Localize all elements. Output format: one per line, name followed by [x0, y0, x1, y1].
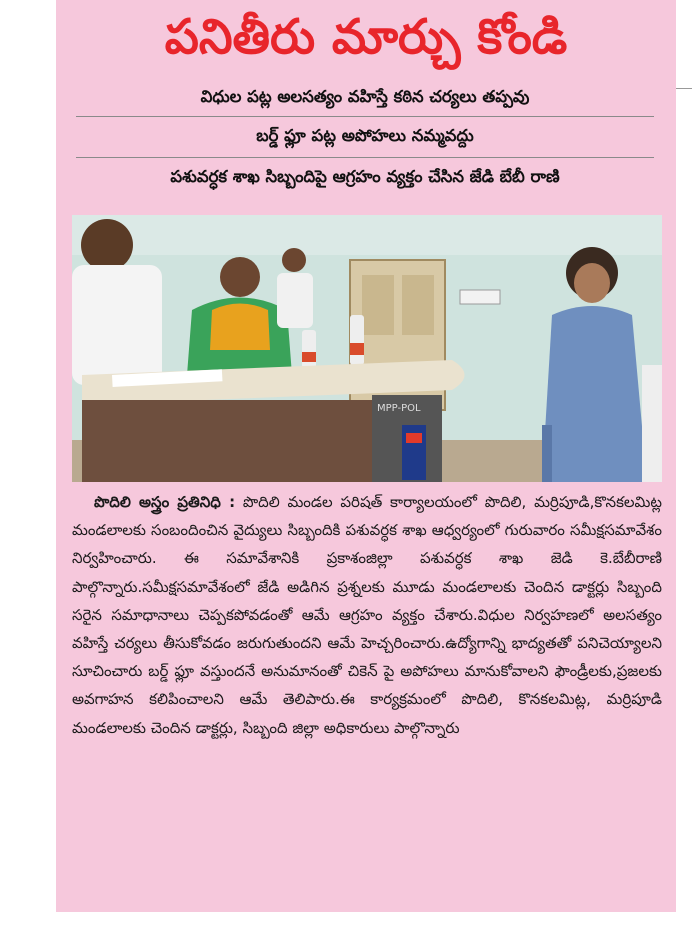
news-clipping: [56, 0, 676, 912]
divider: [76, 116, 654, 117]
divider: [76, 157, 654, 158]
subheading-2: బర్డ్ ఫ్లూ పట్ల అపోహలు నమ్మవద్దు: [256, 126, 474, 145]
meeting-photo: [72, 215, 662, 482]
subheading-1: విధుల పట్ల అలసత్యం వహిస్తే కఠిన చర్యలు తప్పవు: [200, 87, 530, 106]
article-body: [72, 488, 662, 742]
byline: పొదిలి అస్త్రం ప్రతినిధి :: [94, 493, 236, 511]
table-sign: MPP-POL: [377, 403, 421, 414]
edge-mark: [676, 88, 692, 89]
body-text: పొదిలి మండల పరిషత్ కార్యాలయంలో పొదిలి, మర్రిపూడి,కొనకలమిట్ల మండలాలకు సంబందించిన వైద్యులు సిబ్బందికి పశువర్ధక శాఖ ఆధ్వర్యంలో గురువారం సమీక్షసమావేశం నిర్వహించారు. ఈ సమావేశానికి ప్రకాశంజిల్లా పశువర్ధక శాఖ జెడి కె.బేబీరాణి పాల్గొన్నారు.సమీక్షసమావేశంలో జేడి అడిగిన ప్రశ్నలకు మూడు మండలాలకు చెందిన డాక్టర్లు సిబ్బంది సరైన సమాధానాలు చెప్పకపోవడంతో ఆమే ఆగ్రహం వ్యక్తం చేశారు.విధుల నిర్వహణలో అలసత్యం వహిస్తే చర్యలు తీసుకోవడం జరుగుతుందని ఆమే హెచ్చరించారు.ఉద్యోగాన్ని భాద్యతతో పనిచెయ్యాలని సూచించారు బర్డ్ ఫ్లూ వస్తుందనే అనుమానంతో చికెన్ పై అపోహలు మానుకోవాలని ఫౌండ్రీలకు,ప్రజలకు అవగాహన కలిపించాలని ఆమే తెలిపారు.ఈ కార్యక్రమంలో పొదిలి, కొనకలమిట్ల, మర్రిపూడి మండలాలకు చెందిన డాక్టర్లు, సిబ్బంది జిల్లా అధికారులు పాల్గొన్నారు: [72, 493, 662, 737]
headline: పనితీరు మార్చు కోండి: [164, 9, 568, 65]
subheading-3: పశువర్ధక శాఖ సిబ్బందిపై ఆగ్రహం వ్యక్తం చేసిన జేడి బేబీ రాణి: [170, 167, 560, 186]
meeting-photo-illustration: [72, 215, 662, 482]
